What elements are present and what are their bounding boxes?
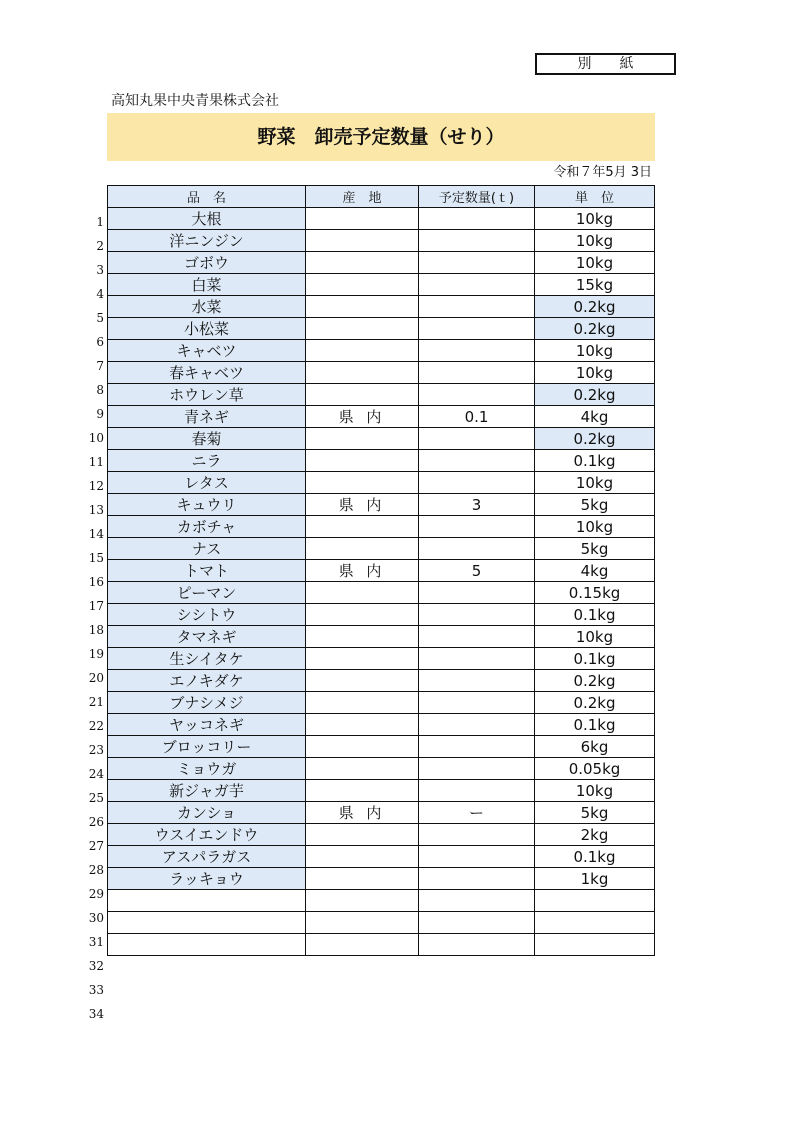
cell-quantity [419,318,535,340]
cell-origin [306,736,419,758]
table-row [108,780,655,802]
cell-name: ブナシメジ [108,692,306,714]
cell-quantity [419,538,535,560]
table-row [108,472,655,494]
row-number: 16 [88,575,104,589]
row-number: 6 [96,335,104,349]
table-row [108,362,655,384]
cell-unit: 5kg [535,538,655,560]
cell-name: 洋ニンジン [108,230,306,252]
cell-origin [306,868,419,890]
table-row [108,648,655,670]
cell-origin [306,296,419,318]
cell-name: ゴボウ [108,252,306,274]
cell-origin [306,274,419,296]
table-row [108,384,655,406]
cell-unit: 10kg [535,340,655,362]
cell-quantity [419,890,535,912]
table-row [108,868,655,890]
cell-quantity [419,868,535,890]
table-row [108,296,655,318]
cell-name: 生シイタケ [108,648,306,670]
cell-quantity [419,450,535,472]
header-quantity: 予定数量(ｔ) [419,186,535,208]
cell-quantity [419,340,535,362]
table-row [108,670,655,692]
cell-name: タマネギ [108,626,306,648]
cell-quantity [419,670,535,692]
cell-origin: 県 内 [306,560,419,582]
cell-quantity [419,736,535,758]
cell-origin [306,318,419,340]
cell-origin [306,604,419,626]
row-number: 25 [88,791,104,805]
table-row [108,450,655,472]
cell-origin [306,340,419,362]
row-number: 20 [88,671,104,685]
row-number: 32 [88,959,104,973]
cell-origin [306,846,419,868]
cell-quantity [419,780,535,802]
cell-origin [306,714,419,736]
cell-unit: 10kg [535,362,655,384]
cell-name: 水菜 [108,296,306,318]
cell-name: キャベツ [108,340,306,362]
cell-origin [306,538,419,560]
cell-name: 春菊 [108,428,306,450]
row-number: 14 [88,527,104,541]
cell-unit: 0.05kg [535,758,655,780]
cell-origin: 県 内 [306,494,419,516]
cell-unit: 10kg [535,626,655,648]
company-name: 高知丸果中央青果株式会社 [111,93,279,109]
cell-name: レタス [108,472,306,494]
cell-name: ホウレン草 [108,384,306,406]
cell-origin [306,516,419,538]
row-number: 2 [96,239,104,253]
cell-unit: 10kg [535,208,655,230]
row-number: 18 [88,623,104,637]
row-number: 19 [88,647,104,661]
cell-unit: 0.1kg [535,604,655,626]
row-number: 3 [96,263,104,277]
row-number: 22 [88,719,104,733]
cell-name: トマト [108,560,306,582]
row-number: 7 [96,359,104,373]
row-number: 1 [96,215,104,229]
cell-name: 新ジャガ芋 [108,780,306,802]
row-number: 23 [88,743,104,757]
cell-origin [306,912,419,934]
cell-name: カボチャ [108,516,306,538]
row-number: 17 [88,599,104,613]
cell-name [108,912,306,934]
cell-quantity [419,604,535,626]
cell-quantity [419,296,535,318]
cell-origin [306,670,419,692]
header-name: 品 名 [108,186,306,208]
cell-origin [306,890,419,912]
table-row [108,846,655,868]
cell-unit: 0.2kg [535,296,655,318]
table-body [108,208,655,956]
cell-unit: 5kg [535,802,655,824]
row-number: 9 [96,407,104,421]
cell-origin [306,692,419,714]
table-row [108,890,655,912]
table-row [108,824,655,846]
cell-name: ナス [108,538,306,560]
table-row [108,230,655,252]
row-number: 12 [88,479,104,493]
cell-quantity: 5 [419,560,535,582]
cell-unit: 0.1kg [535,450,655,472]
table-row [108,516,655,538]
table-row [108,714,655,736]
cell-unit: 10kg [535,472,655,494]
cell-quantity [419,362,535,384]
cell-unit: 2kg [535,824,655,846]
table-row [108,802,655,824]
cell-unit [535,890,655,912]
table-row [108,582,655,604]
cell-unit: 10kg [535,516,655,538]
row-number: 26 [88,815,104,829]
document-date: 令和７年5月 3日 [553,165,652,180]
cell-unit: 0.2kg [535,384,655,406]
cell-unit: 6kg [535,736,655,758]
cell-unit: 15kg [535,274,655,296]
cell-unit: 0.2kg [535,692,655,714]
table-row [108,604,655,626]
attachment-stamp: 別 紙 [535,53,676,75]
cell-origin [306,428,419,450]
table-row [108,736,655,758]
cell-origin [306,362,419,384]
cell-name: ピーマン [108,582,306,604]
cell-unit: 0.2kg [535,428,655,450]
cell-name [108,934,306,956]
cell-unit: 4kg [535,560,655,582]
document-title: 野菜 卸売予定数量（せり） [257,126,505,148]
cell-origin [306,384,419,406]
cell-origin [306,626,419,648]
cell-origin [306,824,419,846]
table-row [108,318,655,340]
cell-unit: 0.1kg [535,846,655,868]
cell-quantity [419,714,535,736]
row-number: 13 [88,503,104,517]
cell-unit: 4kg [535,406,655,428]
cell-quantity: 0.1 [419,406,535,428]
table-row [108,692,655,714]
cell-unit: 0.1kg [535,714,655,736]
table-row [108,912,655,934]
cell-unit [535,912,655,934]
table-row [108,340,655,362]
header-unit: 単 位 [535,186,655,208]
cell-quantity [419,472,535,494]
cell-quantity [419,252,535,274]
cell-unit: 5kg [535,494,655,516]
cell-quantity [419,758,535,780]
cell-quantity [419,846,535,868]
row-number: 21 [88,695,104,709]
cell-origin [306,758,419,780]
row-number: 10 [88,431,104,445]
cell-quantity [419,384,535,406]
table-row [108,626,655,648]
table-row [108,758,655,780]
cell-unit: 10kg [535,780,655,802]
cell-name: 青ネギ [108,406,306,428]
cell-unit [535,934,655,956]
cell-name: アスパラガス [108,846,306,868]
row-number: 33 [88,983,104,997]
cell-unit: 10kg [535,230,655,252]
table-row [108,934,655,956]
cell-quantity [419,274,535,296]
cell-name: 大根 [108,208,306,230]
table-row [108,538,655,560]
cell-origin [306,472,419,494]
cell-quantity [419,582,535,604]
cell-quantity: 3 [419,494,535,516]
table-header-row [108,186,655,208]
cell-quantity [419,912,535,934]
cell-name: ヤッコネギ [108,714,306,736]
cell-name: 春キャベツ [108,362,306,384]
row-number: 15 [88,551,104,565]
cell-origin [306,582,419,604]
cell-unit: 0.2kg [535,318,655,340]
cell-origin [306,208,419,230]
cell-name: ミョウガ [108,758,306,780]
cell-unit: 0.15kg [535,582,655,604]
cell-origin [306,252,419,274]
row-number: 4 [96,287,104,301]
cell-name: カンショ [108,802,306,824]
cell-name [108,890,306,912]
row-number: 24 [88,767,104,781]
table-row [108,428,655,450]
cell-origin [306,648,419,670]
row-number: 11 [88,455,104,469]
cell-quantity [419,428,535,450]
cell-name: キュウリ [108,494,306,516]
table-row [108,274,655,296]
cell-origin: 県 内 [306,406,419,428]
vegetable-schedule-table [107,185,655,956]
document-title-banner [107,113,655,161]
table-row [108,494,655,516]
cell-quantity: ー [419,802,535,824]
cell-name: ブロッコリー [108,736,306,758]
table-row [108,208,655,230]
table-row [108,560,655,582]
cell-origin [306,230,419,252]
cell-quantity [419,934,535,956]
cell-unit: 10kg [535,252,655,274]
cell-quantity [419,208,535,230]
header-origin: 産 地 [306,186,419,208]
cell-name: ウスイエンドウ [108,824,306,846]
row-number: 28 [88,863,104,877]
row-number: 29 [88,887,104,901]
cell-quantity [419,824,535,846]
cell-name: エノキダケ [108,670,306,692]
table-row [108,406,655,428]
cell-unit: 0.1kg [535,648,655,670]
cell-unit: 0.2kg [535,670,655,692]
row-number: 5 [96,311,104,325]
cell-name: 白菜 [108,274,306,296]
cell-name: シシトウ [108,604,306,626]
row-number: 30 [88,911,104,925]
cell-quantity [419,626,535,648]
cell-origin: 県 内 [306,802,419,824]
cell-quantity [419,516,535,538]
cell-origin [306,780,419,802]
row-number: 31 [88,935,104,949]
cell-origin [306,934,419,956]
row-number: 27 [88,839,104,853]
cell-quantity [419,230,535,252]
cell-quantity [419,692,535,714]
row-number-column [80,209,104,1025]
cell-origin [306,450,419,472]
row-number: 8 [96,383,104,397]
cell-name: ニラ [108,450,306,472]
cell-unit: 1kg [535,868,655,890]
cell-name: 小松菜 [108,318,306,340]
cell-name: ラッキョウ [108,868,306,890]
table-row [108,252,655,274]
cell-quantity [419,648,535,670]
row-number: 34 [88,1007,104,1021]
